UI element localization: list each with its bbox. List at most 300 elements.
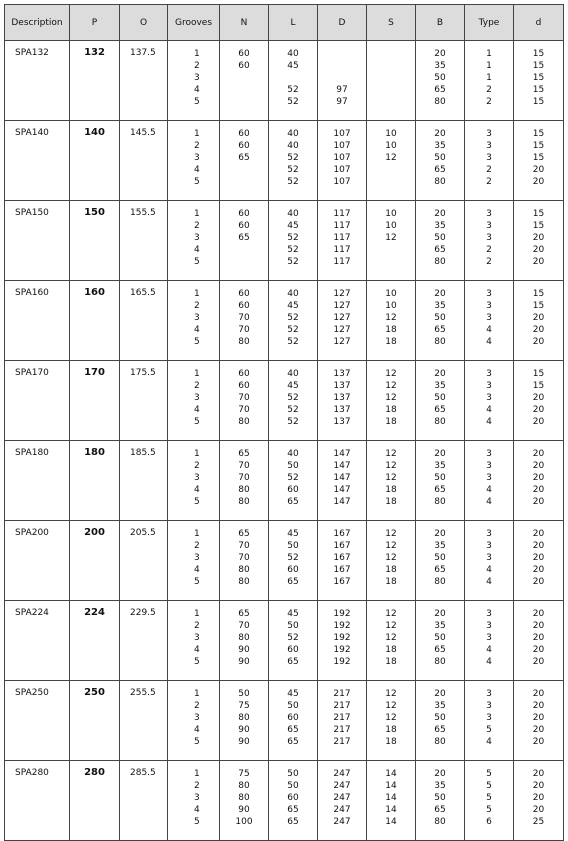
cell-value: 20 <box>532 417 545 427</box>
cell-description: SPA180 <box>5 441 70 521</box>
cell-value: 20 <box>532 405 545 415</box>
table-row <box>5 41 564 121</box>
cell-value: 2 <box>194 621 200 631</box>
cell-value: 5 <box>486 769 492 779</box>
table-row <box>5 281 564 361</box>
cell-value: 1 <box>194 609 200 619</box>
cell-value: 65 <box>287 725 299 735</box>
cell-description: SPA150 <box>5 201 70 281</box>
cell-p: 150 <box>70 201 120 281</box>
cell-value: 14 <box>385 793 397 803</box>
cell-value: 18 <box>385 577 397 587</box>
cell-value: 35 <box>434 541 446 551</box>
cell-value: 127 <box>333 313 351 323</box>
cell-d-lower <box>514 681 564 761</box>
cell-value: 65 <box>287 577 299 587</box>
cell-value: 80 <box>434 97 446 107</box>
cell-b <box>416 361 465 441</box>
cell-value: 65 <box>434 485 446 495</box>
cell-value: 12 <box>385 713 397 723</box>
cell-value: 14 <box>385 781 397 791</box>
cell-value: 4 <box>486 497 492 507</box>
cell-value: 70 <box>238 325 250 335</box>
cell-value: 4 <box>194 805 200 815</box>
cell-n <box>220 441 269 521</box>
cell-value: 117 <box>333 245 351 255</box>
cell-value: 12 <box>385 633 397 643</box>
cell-value: 167 <box>333 565 351 575</box>
cell-grooves <box>168 281 220 361</box>
cell-value: 52 <box>287 633 299 643</box>
header-o: O <box>120 5 168 41</box>
cell-l <box>269 441 318 521</box>
cell-d-lower <box>514 441 564 521</box>
cell-value: 5 <box>194 817 200 827</box>
cell-value: 20 <box>532 689 545 699</box>
cell-value: 2 <box>194 541 200 551</box>
cell-value: 107 <box>333 141 351 151</box>
cell-description: SPA140 <box>5 121 70 201</box>
cell-value: 3 <box>486 461 492 471</box>
cell-value: 3 <box>486 141 492 151</box>
cell-value: 12 <box>385 153 397 163</box>
cell-value: 10 <box>385 129 397 139</box>
cell-value: 35 <box>434 301 446 311</box>
cell-value: 60 <box>238 221 250 231</box>
cell-value: 3 <box>194 473 200 483</box>
cell-d-lower <box>514 281 564 361</box>
cell-n <box>220 121 269 201</box>
cell-value: 80 <box>238 565 250 575</box>
cell-value: 137 <box>333 405 351 415</box>
cell-value: 15 <box>532 85 545 95</box>
cell-o: 137.5 <box>120 41 168 121</box>
cell-value: 50 <box>434 793 446 803</box>
cell-value: 12 <box>385 449 397 459</box>
cell-description: SPA170 <box>5 361 70 441</box>
cell-value: 40 <box>287 49 299 59</box>
cell-value: 20 <box>532 633 545 643</box>
cell-value <box>367 96 415 108</box>
cell-value: 147 <box>333 473 351 483</box>
cell-value: 60 <box>287 485 299 495</box>
cell-value: 20 <box>434 769 446 779</box>
cell-value: 80 <box>238 497 250 507</box>
cell-value <box>367 176 415 188</box>
cell-value: 147 <box>333 485 351 495</box>
cell-value: 97 <box>336 85 348 95</box>
cell-value: 60 <box>238 129 250 139</box>
cell-value: 50 <box>287 461 299 471</box>
table-row <box>5 521 564 601</box>
cell-value <box>367 60 415 72</box>
cell-value: 65 <box>238 609 250 619</box>
header-grooves: Grooves <box>168 5 220 41</box>
cell-value: 65 <box>238 449 250 459</box>
cell-value: 107 <box>333 129 351 139</box>
cell-value: 247 <box>333 817 351 827</box>
cell-value: 20 <box>532 497 545 507</box>
cell-value: 3 <box>194 233 200 243</box>
cell-s <box>367 41 416 121</box>
table-row <box>5 361 564 441</box>
cell-value: 12 <box>385 369 397 379</box>
cell-l <box>269 521 318 601</box>
cell-value: 217 <box>333 701 351 711</box>
cell-value: 2 <box>486 257 492 267</box>
cell-value: 50 <box>434 473 446 483</box>
cell-value: 20 <box>532 337 545 347</box>
pulley-spec-table <box>4 4 564 841</box>
cell-value: 65 <box>287 817 299 827</box>
cell-value: 50 <box>434 553 446 563</box>
cell-value: 4 <box>194 725 200 735</box>
cell-type <box>465 681 514 761</box>
cell-s <box>367 361 416 441</box>
cell-value: 15 <box>532 153 545 163</box>
cell-value: 1 <box>486 73 492 83</box>
cell-value: 40 <box>287 209 299 219</box>
cell-value: 35 <box>434 381 446 391</box>
cell-value: 1 <box>194 49 200 59</box>
cell-grooves <box>168 121 220 201</box>
cell-value: 35 <box>434 621 446 631</box>
cell-value: 167 <box>333 529 351 539</box>
cell-value: 12 <box>385 609 397 619</box>
cell-value: 18 <box>385 497 397 507</box>
cell-d-lower <box>514 761 564 841</box>
cell-value: 4 <box>486 485 492 495</box>
cell-d-upper <box>318 681 367 761</box>
cell-o: 185.5 <box>120 441 168 521</box>
cell-value: 18 <box>385 725 397 735</box>
cell-d-upper <box>318 521 367 601</box>
cell-value <box>220 244 268 256</box>
cell-value: 20 <box>532 645 545 655</box>
cell-value: 4 <box>486 337 492 347</box>
cell-type <box>465 361 514 441</box>
cell-value: 75 <box>238 769 250 779</box>
cell-value: 50 <box>434 633 446 643</box>
cell-value: 2 <box>194 61 200 71</box>
cell-value: 50 <box>434 153 446 163</box>
cell-d-lower <box>514 121 564 201</box>
cell-value: 80 <box>238 781 250 791</box>
cell-value: 20 <box>532 609 545 619</box>
cell-b <box>416 681 465 761</box>
cell-l <box>269 201 318 281</box>
cell-value: 80 <box>238 633 250 643</box>
cell-value: 15 <box>532 129 545 139</box>
cell-value: 1 <box>194 449 200 459</box>
cell-d-upper <box>318 201 367 281</box>
cell-description: SPA224 <box>5 601 70 681</box>
cell-value: 18 <box>385 337 397 347</box>
cell-value: 217 <box>333 737 351 747</box>
cell-value: 4 <box>194 325 200 335</box>
cell-value: 4 <box>486 577 492 587</box>
cell-grooves <box>168 521 220 601</box>
cell-value: 20 <box>434 609 446 619</box>
cell-value: 15 <box>532 97 545 107</box>
cell-value: 117 <box>333 209 351 219</box>
cell-value: 20 <box>532 565 545 575</box>
cell-value: 10 <box>385 289 397 299</box>
cell-value: 1 <box>486 61 492 71</box>
cell-value: 45 <box>287 529 299 539</box>
cell-value: 20 <box>434 129 446 139</box>
cell-o: 145.5 <box>120 121 168 201</box>
cell-value: 52 <box>287 313 299 323</box>
cell-grooves <box>168 601 220 681</box>
cell-value: 3 <box>486 289 492 299</box>
cell-value: 80 <box>238 713 250 723</box>
cell-d-upper <box>318 601 367 681</box>
cell-p: 280 <box>70 761 120 841</box>
cell-value: 147 <box>333 461 351 471</box>
cell-value: 4 <box>194 245 200 255</box>
cell-d-upper <box>318 281 367 361</box>
cell-grooves <box>168 201 220 281</box>
cell-value: 3 <box>194 713 200 723</box>
cell-value: 5 <box>194 497 200 507</box>
cell-value: 70 <box>238 461 250 471</box>
cell-l <box>269 601 318 681</box>
cell-p: 140 <box>70 121 120 201</box>
cell-value: 5 <box>486 793 492 803</box>
header-type: Type <box>465 5 514 41</box>
cell-d-upper <box>318 41 367 121</box>
table-row <box>5 601 564 681</box>
cell-value: 35 <box>434 781 446 791</box>
cell-value: 20 <box>532 553 545 563</box>
cell-description: SPA250 <box>5 681 70 761</box>
cell-value: 65 <box>434 565 446 575</box>
cell-value <box>318 48 366 60</box>
cell-value: 52 <box>287 417 299 427</box>
cell-value: 50 <box>238 689 250 699</box>
cell-value <box>220 256 268 268</box>
cell-value: 52 <box>287 85 299 95</box>
cell-value: 3 <box>194 393 200 403</box>
cell-value: 3 <box>194 153 200 163</box>
cell-grooves <box>168 441 220 521</box>
cell-grooves <box>168 41 220 121</box>
table-row <box>5 201 564 281</box>
cell-value: 1 <box>194 129 200 139</box>
cell-value: 20 <box>532 449 545 459</box>
cell-value: 20 <box>532 577 545 587</box>
cell-value: 20 <box>532 245 545 255</box>
cell-p: 132 <box>70 41 120 121</box>
cell-value: 65 <box>287 737 299 747</box>
cell-value: 15 <box>532 289 545 299</box>
cell-value: 20 <box>532 713 545 723</box>
cell-b <box>416 41 465 121</box>
cell-value: 35 <box>434 61 446 71</box>
cell-s <box>367 121 416 201</box>
cell-n <box>220 681 269 761</box>
cell-value: 35 <box>434 221 446 231</box>
cell-value: 2 <box>486 245 492 255</box>
cell-value: 18 <box>385 325 397 335</box>
cell-value: 20 <box>532 177 545 187</box>
cell-value: 20 <box>532 541 545 551</box>
cell-value: 192 <box>333 621 351 631</box>
cell-l <box>269 41 318 121</box>
cell-value: 3 <box>486 233 492 243</box>
cell-value: 3 <box>194 73 200 83</box>
cell-value: 127 <box>333 301 351 311</box>
cell-value: 20 <box>434 369 446 379</box>
cell-value: 35 <box>434 461 446 471</box>
cell-value: 65 <box>434 805 446 815</box>
cell-b <box>416 121 465 201</box>
cell-value: 52 <box>287 177 299 187</box>
cell-value: 45 <box>287 381 299 391</box>
table-row <box>5 121 564 201</box>
cell-value: 3 <box>486 313 492 323</box>
cell-value: 18 <box>385 565 397 575</box>
cell-value: 65 <box>434 725 446 735</box>
cell-value <box>220 176 268 188</box>
cell-value: 15 <box>532 73 545 83</box>
cell-value: 70 <box>238 405 250 415</box>
cell-value: 247 <box>333 793 351 803</box>
cell-p: 200 <box>70 521 120 601</box>
cell-s <box>367 601 416 681</box>
cell-value: 80 <box>434 337 446 347</box>
cell-value: 12 <box>385 233 397 243</box>
cell-value: 147 <box>333 449 351 459</box>
cell-value: 5 <box>194 97 200 107</box>
cell-value: 45 <box>287 301 299 311</box>
cell-value: 12 <box>385 461 397 471</box>
cell-value: 4 <box>194 165 200 175</box>
cell-value: 80 <box>434 577 446 587</box>
cell-value: 80 <box>238 793 250 803</box>
cell-value: 60 <box>238 369 250 379</box>
cell-value: 12 <box>385 689 397 699</box>
cell-value: 20 <box>434 289 446 299</box>
cell-value: 80 <box>434 177 446 187</box>
cell-value: 3 <box>486 689 492 699</box>
cell-value: 3 <box>194 633 200 643</box>
cell-value: 2 <box>194 781 200 791</box>
cell-value: 65 <box>238 233 250 243</box>
cell-value: 80 <box>238 485 250 495</box>
cell-value: 20 <box>532 737 545 747</box>
cell-value <box>367 164 415 176</box>
cell-value: 127 <box>333 337 351 347</box>
cell-value: 10 <box>385 209 397 219</box>
cell-b <box>416 441 465 521</box>
cell-value <box>367 48 415 60</box>
cell-value: 2 <box>194 461 200 471</box>
cell-value: 20 <box>532 393 545 403</box>
cell-value: 60 <box>287 713 299 723</box>
cell-value: 4 <box>194 565 200 575</box>
cell-value: 60 <box>238 141 250 151</box>
cell-value: 107 <box>333 153 351 163</box>
cell-type <box>465 41 514 121</box>
cell-value: 40 <box>287 289 299 299</box>
cell-value: 65 <box>434 325 446 335</box>
cell-value: 12 <box>385 701 397 711</box>
header-l: L <box>269 5 318 41</box>
cell-value: 60 <box>287 565 299 575</box>
cell-value: 2 <box>486 165 492 175</box>
table-row <box>5 441 564 521</box>
cell-d-lower <box>514 601 564 681</box>
cell-p: 160 <box>70 281 120 361</box>
cell-value: 5 <box>486 805 492 815</box>
cell-value: 80 <box>434 817 446 827</box>
cell-value: 15 <box>532 381 545 391</box>
cell-grooves <box>168 681 220 761</box>
cell-value: 3 <box>486 129 492 139</box>
table-body <box>5 41 564 841</box>
header-n: N <box>220 5 269 41</box>
cell-value: 20 <box>532 233 545 243</box>
header-d-upper: D <box>318 5 367 41</box>
cell-o: 165.5 <box>120 281 168 361</box>
cell-value: 50 <box>434 713 446 723</box>
cell-value: 97 <box>336 97 348 107</box>
cell-value: 12 <box>385 529 397 539</box>
cell-b <box>416 281 465 361</box>
cell-value: 65 <box>434 165 446 175</box>
cell-n <box>220 41 269 121</box>
cell-value: 18 <box>385 485 397 495</box>
cell-value: 20 <box>532 529 545 539</box>
cell-value: 65 <box>238 529 250 539</box>
cell-d-upper <box>318 361 367 441</box>
cell-value: 2 <box>194 381 200 391</box>
cell-value: 4 <box>194 485 200 495</box>
cell-value: 65 <box>434 245 446 255</box>
cell-value: 52 <box>287 233 299 243</box>
cell-value: 4 <box>486 645 492 655</box>
cell-value: 15 <box>532 209 545 219</box>
cell-value: 247 <box>333 805 351 815</box>
cell-p: 180 <box>70 441 120 521</box>
cell-value: 50 <box>287 541 299 551</box>
cell-l <box>269 281 318 361</box>
cell-value: 50 <box>434 73 446 83</box>
cell-value: 1 <box>194 209 200 219</box>
cell-value: 60 <box>238 209 250 219</box>
cell-d-upper <box>318 761 367 841</box>
cell-o: 155.5 <box>120 201 168 281</box>
cell-n <box>220 521 269 601</box>
cell-value: 20 <box>532 769 545 779</box>
cell-value: 20 <box>434 529 446 539</box>
cell-l <box>269 761 318 841</box>
header-s: S <box>367 5 416 41</box>
cell-l <box>269 121 318 201</box>
cell-value: 52 <box>287 97 299 107</box>
cell-value: 20 <box>434 689 446 699</box>
cell-type <box>465 281 514 361</box>
cell-value: 5 <box>486 725 492 735</box>
cell-value: 50 <box>287 781 299 791</box>
cell-value: 3 <box>486 209 492 219</box>
cell-value: 35 <box>434 141 446 151</box>
cell-value: 65 <box>287 497 299 507</box>
cell-value: 3 <box>486 633 492 643</box>
cell-value: 80 <box>434 257 446 267</box>
